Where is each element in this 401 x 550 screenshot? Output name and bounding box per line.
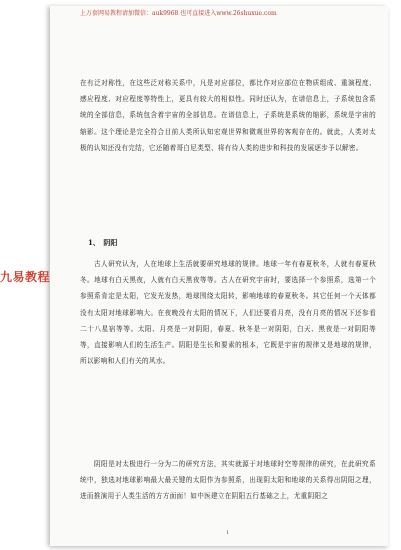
section-heading-yinyang: 1、 阴阳 bbox=[88, 238, 118, 247]
paragraph-3: 阴阳是对太极进行一分为二的研究方法，其实就源于对地球时空等规律的研究，在此研究系统中，独选对地球影响最大最关键的太阳作为参照系，出现阴太阳和地球的关系得出阴阳之理，进而推演用于人类生活的方方面面！如中医建立在阴阳五行基础之上，尤重阴阳之 bbox=[80, 460, 376, 501]
header-source-line: 上万套网易教程请加微信：auk9968 也可直接进入www.26shuxue.com bbox=[80, 10, 277, 17]
paragraph-2: 古人研究认为，人在地球上生活就要研究地球的规律。地球一年有春夏秋冬，人就有春夏秋冬。地球有白天黑夜，人就有白天黑夜等等。古人在研究宇宙时，要选择一个参照系，选第一个参照系肯定是太阳，它发光发热，地球围绕太阳转，影响地球的春夏秋冬。其它任何一个天体都没有太阳对地球影响大。在夜晚没有太阳的情况下，人们还要看月亮，没有月亮的情况下还参看二十八星宿等等。太阳、月亮是一对阴阳，春夏、秋冬是一对阴阳，白天、黑夜是一对阴阳等等，直接影响人们的生活生产。阴阳是生长和要素的根本，它既是宇宙的规律又是地球的规律，所以影响和人们有关的风水。 bbox=[80, 260, 376, 366]
watermark-logo-text: 九易教程 bbox=[0, 270, 51, 284]
paragraph-1: 在有泛对称性，在这些泛对称关系中，凡是对应部位，都比作对应部位在物质组成、重演程度、感应程度、对应程度等特性上，更具有较大的相似性。同时还认为，在谱信息上，子系统包含系统的全部信息，系统包含着宇宙的全部信息。在谱信息上，子系统是系统的缩影，系统是宇宙的缩影。这个理论是完全符合目前人类所认知宏观世界和微观世界的客观存在的。就此，人类对太极的认知还没有完结，它还随着哥白尼类型、将有待人类的进步和科技的发展逐步予以解密。 bbox=[80, 79, 376, 152]
page-number: 1 bbox=[226, 530, 230, 536]
